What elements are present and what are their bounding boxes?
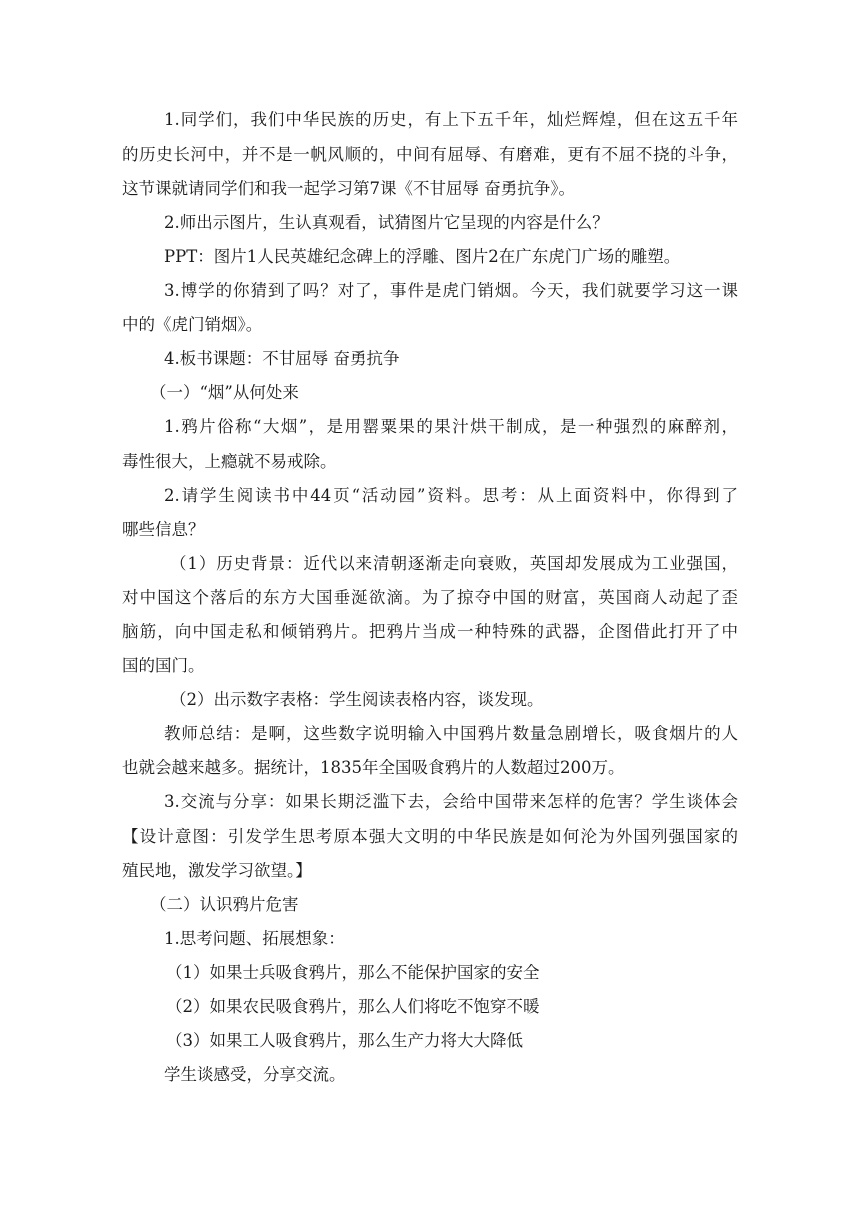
paragraph-line: （2）出示数字表格：学生阅读表格内容，谈发现。 <box>170 690 544 709</box>
paragraph-line: 国的国门。 <box>122 656 205 675</box>
design-intent-line: 【设计意图：引发学生思考原本强大文明的中华民族是如何沦为外国列强国家的 <box>122 827 738 846</box>
paragraph-line: 对中国这个落后的东方大国垂涎欲滴。为了掠夺中国的财富，英国商人动起了歪 <box>122 588 738 607</box>
paragraph-line: 2.请学生阅读书中44页“活动园”资料。思考：从上面资料中，你得到了 <box>164 486 738 505</box>
paragraph-line: 1.同学们，我们中华民族的历史，有上下五千年，灿烂辉煌，但在这五千年 <box>164 110 738 129</box>
paragraph-line: 3.交流与分享：如果长期泛滥下去，会给中国带来怎样的危害？学生谈体会 <box>164 792 738 811</box>
section-heading: （二）认识鸦片危害 <box>150 895 299 914</box>
list-item: （3）如果工人吸食鸦片，那么生产力将大大降低 <box>166 1031 523 1050</box>
paragraph-line: 的历史长河中，并不是一帆风顺的，中间有屈辱、有磨难，更有不屈不挠的斗争， <box>122 145 738 164</box>
paragraph-line: 1.思考问题、拓展想象： <box>164 929 345 948</box>
paragraph-line: 也就会越来越多。据统计，1835年全国吸食鸦片的人数超过200万。 <box>122 758 625 777</box>
paragraph-line: 中的《虎门销烟》。 <box>122 315 263 334</box>
paragraph-line: 2.师出示图片，生认真观看，试猜图片它呈现的内容是什么？ <box>164 213 609 232</box>
list-item: （1）如果士兵吸食鸦片，那么不能保护国家的安全 <box>166 963 540 982</box>
section-heading: （一）“烟”从何处来 <box>150 383 299 402</box>
paragraph-line: 教师总结：是啊，这些数字说明输入中国鸦片数量急剧增长，吸食烟片的人 <box>164 724 738 743</box>
paragraph-line: 这节课就请同学们和我一起学习第7课《不甘屈辱 奋勇抗争》。 <box>122 179 575 198</box>
paragraph-line: PPT：图片1人民英雄纪念碑上的浮雕、图片2在广东虎门广场的雕塑。 <box>164 247 681 266</box>
paragraph-line: 学生谈感受，分享交流。 <box>164 1065 346 1084</box>
paragraph-line: 4.板书课题：不甘屈辱 奋勇抗争 <box>164 349 400 368</box>
paragraph-line: 哪些信息？ <box>122 520 205 539</box>
paragraph-line: 毒性很大，上瘾就不易戒除。 <box>122 452 337 471</box>
paragraph-line: 1.鸦片俗称“大烟”，是用罂粟果的果汁烘干制成，是一种强烈的麻醉剂， <box>164 417 738 436</box>
design-intent-line: 殖民地，激发学习欲望。】 <box>122 861 312 880</box>
paragraph-line: 脑筋，向中国走私和倾销鸦片。把鸦片当成一种特殊的武器，企图借此打开了中 <box>122 622 738 641</box>
list-item: （2）如果农民吸食鸦片，那么人们将吃不饱穿不暖 <box>166 997 540 1016</box>
paragraph-line: （1）历史背景：近代以来清朝逐渐走向衰败，英国却发展成为工业强国， <box>170 554 738 573</box>
paragraph-line: 3.博学的你猜到了吗？对了，事件是虎门销烟。今天，我们就要学习这一课 <box>164 281 738 300</box>
